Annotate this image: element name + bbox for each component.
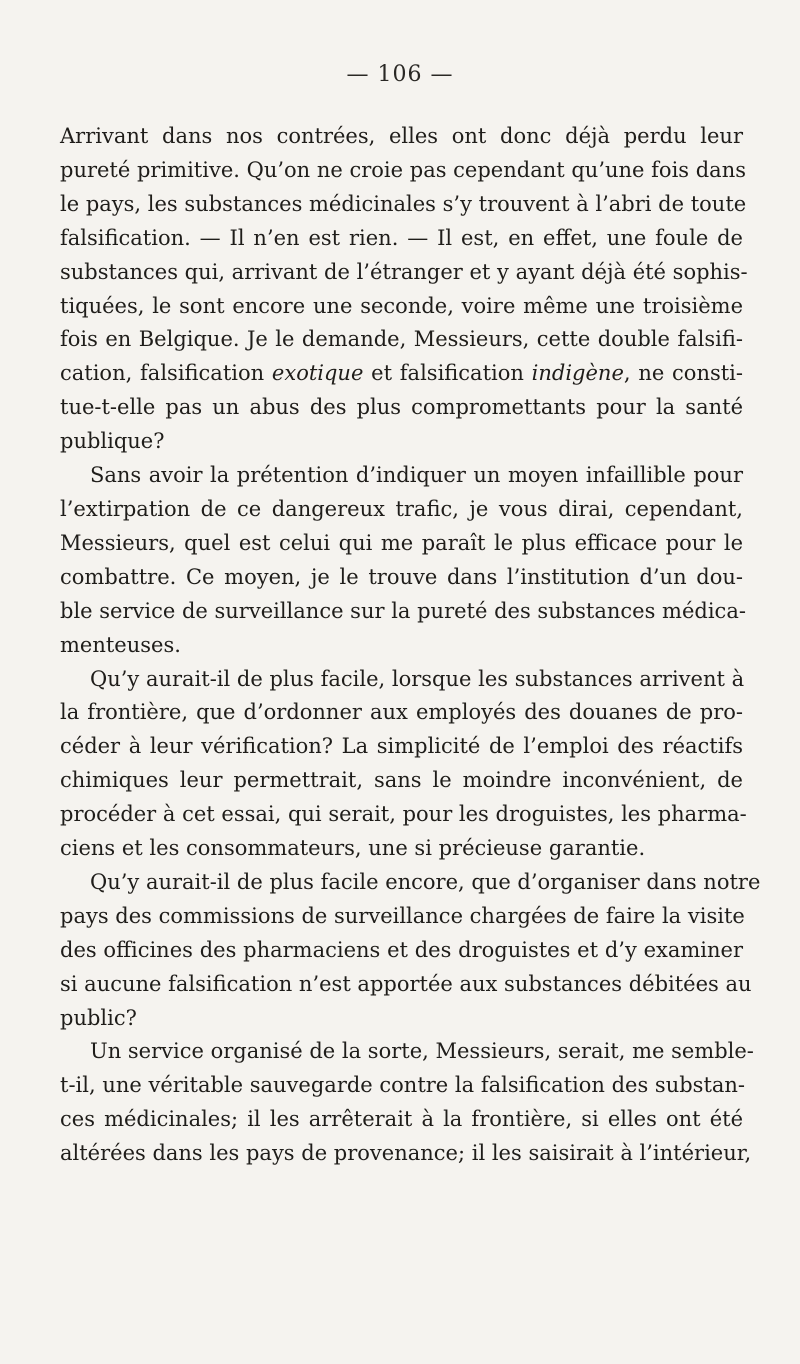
text-line: Un service organisé de la sorte, Messieurs, serait, me semble- <box>90 1039 754 1064</box>
paragraph-2 <box>60 459 746 662</box>
text-line: Messieurs, quel est celui qui me paraît le plus efficace pour le <box>60 530 743 555</box>
text-line: chimiques leur permettrait, sans le moindre inconvénient, de <box>60 768 743 793</box>
paragraph-5 <box>60 1035 754 1171</box>
text-line: Qu’y aurait-il de plus facile, lorsque les substances arrivent à <box>90 666 745 691</box>
page-number: — 106 — <box>346 62 454 87</box>
body-text <box>60 120 761 1171</box>
text-line: substances qui, arrivant de l’étranger et y ayant déjà été sophis- <box>60 259 748 284</box>
text-line: tue-t-elle pas un abus des plus compromettants pour la santé <box>60 395 743 420</box>
text-line: ces médicinales; il les arrêterait à la frontière, si elles ont été <box>60 1107 743 1132</box>
text-line: pureté primitive. Qu’on ne croie pas cependant qu’une fois dans <box>60 157 746 182</box>
text-line: le pays, les substances médicinales s’y trouvent à l’abri de toute <box>60 191 747 216</box>
paragraph-4 <box>60 866 761 1036</box>
text-line: procéder à cet essai, qui serait, pour les droguistes, les pharma- <box>60 802 747 827</box>
italic-term-indigene: indigène <box>531 361 624 386</box>
text-line: si aucune falsification n’est apportée aux substances débitées au <box>60 971 752 996</box>
paragraph-1 <box>60 120 748 459</box>
text-line: pays des commissions de surveillance chargées de faire la visite <box>60 903 745 928</box>
italic-term-exotique: exotique <box>271 361 364 386</box>
text-line: t-il, une véritable sauvegarde contre la falsification des substan- <box>60 1073 746 1098</box>
text-fragment: cation, falsification <box>60 361 272 386</box>
text-line: l’extirpation de ce dangereux trafic, je vous dirai, cependant, <box>60 496 743 521</box>
text-line: altérées dans les pays de provenance; il les saisirait à l’intérieur, <box>60 1141 752 1166</box>
text-line: tiquées, le sont encore une seconde, voire même une troisième <box>60 293 743 318</box>
text-line: Arrivant dans nos contrées, elles ont donc déjà perdu leur <box>60 124 743 148</box>
text-line: falsification. — Il n’en est rien. — Il est, en effet, une foule de <box>60 225 743 250</box>
paragraph-3 <box>60 663 747 866</box>
text-line: publique? <box>60 429 165 454</box>
text-fragment: et falsification <box>363 361 532 386</box>
text-line: céder à leur vérification? La simplicité de l’emploi des réactifs <box>60 734 743 759</box>
text-line: public? <box>60 1005 137 1030</box>
text-line: ciens et les consommateurs, une si précieuse garantie. <box>60 836 646 861</box>
text-line: ble service de surveillance sur la pureté des substances médica- <box>60 598 746 623</box>
text-fragment: , ne consti- <box>623 361 743 386</box>
text-line: Sans avoir la prétention d’indiquer un moyen infaillible pour <box>90 463 743 488</box>
text-line: Qu’y aurait-il de plus facile encore, que d’organiser dans notre <box>90 869 761 894</box>
text-line: la frontière, que d’ordonner aux employés des douanes de pro- <box>60 700 743 725</box>
text-line: fois en Belgique. Je le demande, Messieurs, cette double falsifi- <box>60 327 743 352</box>
text-line-with-italics <box>60 357 743 391</box>
text-line: combattre. Ce moyen, je le trouve dans l’institution d’un dou- <box>60 564 743 589</box>
text-line: menteuses. <box>60 632 181 657</box>
text-line: des officines des pharmaciens et des droguistes et d’y examiner <box>60 937 743 962</box>
